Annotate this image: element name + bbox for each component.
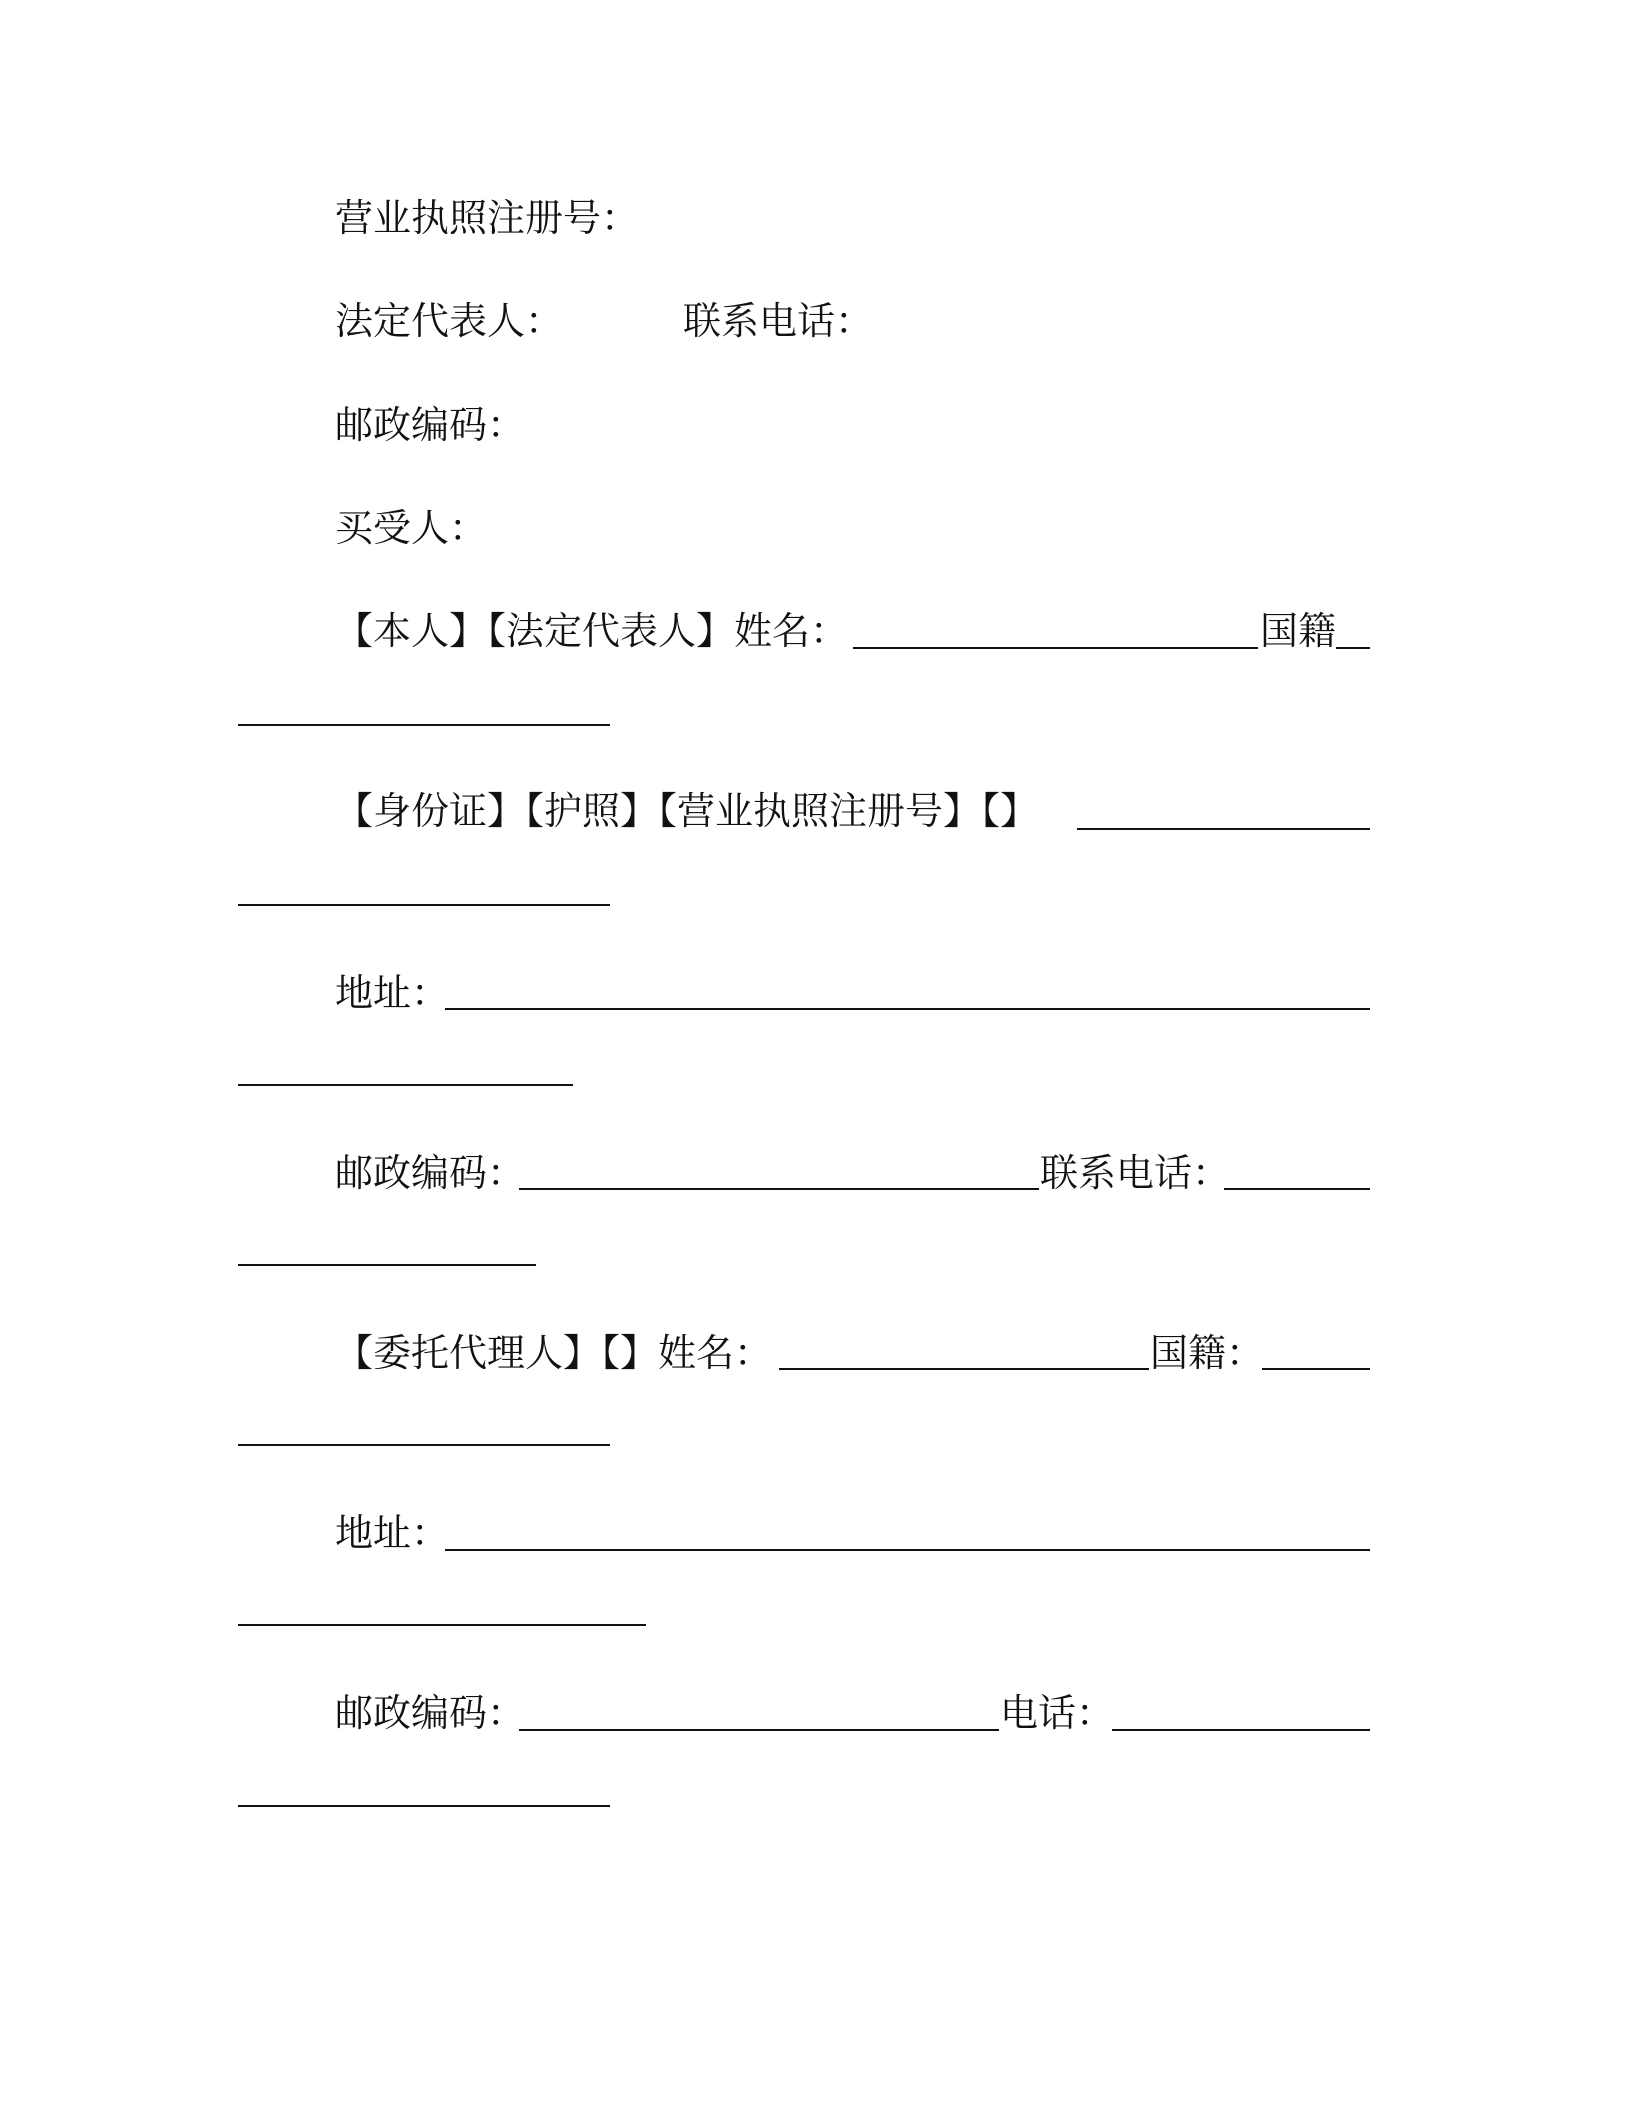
agent-postal-blank[interactable] (519, 1729, 999, 1731)
buyer-id-blank-cont[interactable] (238, 904, 610, 906)
agent-address-blank[interactable] (445, 1549, 1370, 1551)
seller-license-label: 营业执照注册号： (335, 196, 640, 240)
seller-phone-label: 联系电话： (683, 299, 874, 343)
agent-address-blank-cont[interactable] (238, 1624, 646, 1626)
agent-postal-label: 邮政编码： (335, 1691, 526, 1735)
agent-phone-blank[interactable] (1112, 1729, 1370, 1731)
agent-phone-blank-cont[interactable] (238, 1805, 610, 1807)
buyer-postal-label: 邮政编码： (335, 1151, 526, 1195)
agent-name-blank[interactable] (779, 1368, 1149, 1370)
buyer-party-label: 【本人】【法定代表人】姓名： (335, 609, 849, 653)
agent-nationality-blank-cont[interactable] (238, 1444, 610, 1446)
agent-phone-label: 电话： (1000, 1691, 1115, 1735)
buyer-heading: 买受人： (335, 506, 488, 550)
seller-postal-label: 邮政编码： (335, 403, 526, 447)
seller-rep-label: 法定代表人： (335, 299, 564, 343)
buyer-address-blank[interactable] (445, 1008, 1370, 1010)
buyer-name-blank[interactable] (853, 647, 1258, 649)
buyer-id-blank[interactable] (1077, 828, 1370, 830)
buyer-postal-blank[interactable] (519, 1188, 1039, 1190)
buyer-phone-blank[interactable] (1224, 1188, 1370, 1190)
buyer-nationality-label: 国籍 (1260, 609, 1337, 653)
buyer-phone-blank-cont[interactable] (238, 1264, 536, 1266)
agent-nationality-label: 国籍： (1150, 1331, 1265, 1375)
buyer-address-label: 地址： (335, 971, 450, 1015)
buyer-id-label: 【身份证】【护照】【营业执照注册号】【】 (335, 789, 1039, 833)
agent-nationality-blank[interactable] (1262, 1368, 1370, 1370)
buyer-address-blank-cont[interactable] (238, 1084, 573, 1086)
agent-address-label: 地址： (335, 1511, 450, 1555)
buyer-phone-label: 联系电话： (1040, 1151, 1231, 1195)
buyer-nationality-blank[interactable] (1336, 647, 1370, 649)
agent-party-label: 【委托代理人】【】姓名： (335, 1331, 773, 1375)
buyer-nationality-blank-cont[interactable] (238, 724, 610, 726)
